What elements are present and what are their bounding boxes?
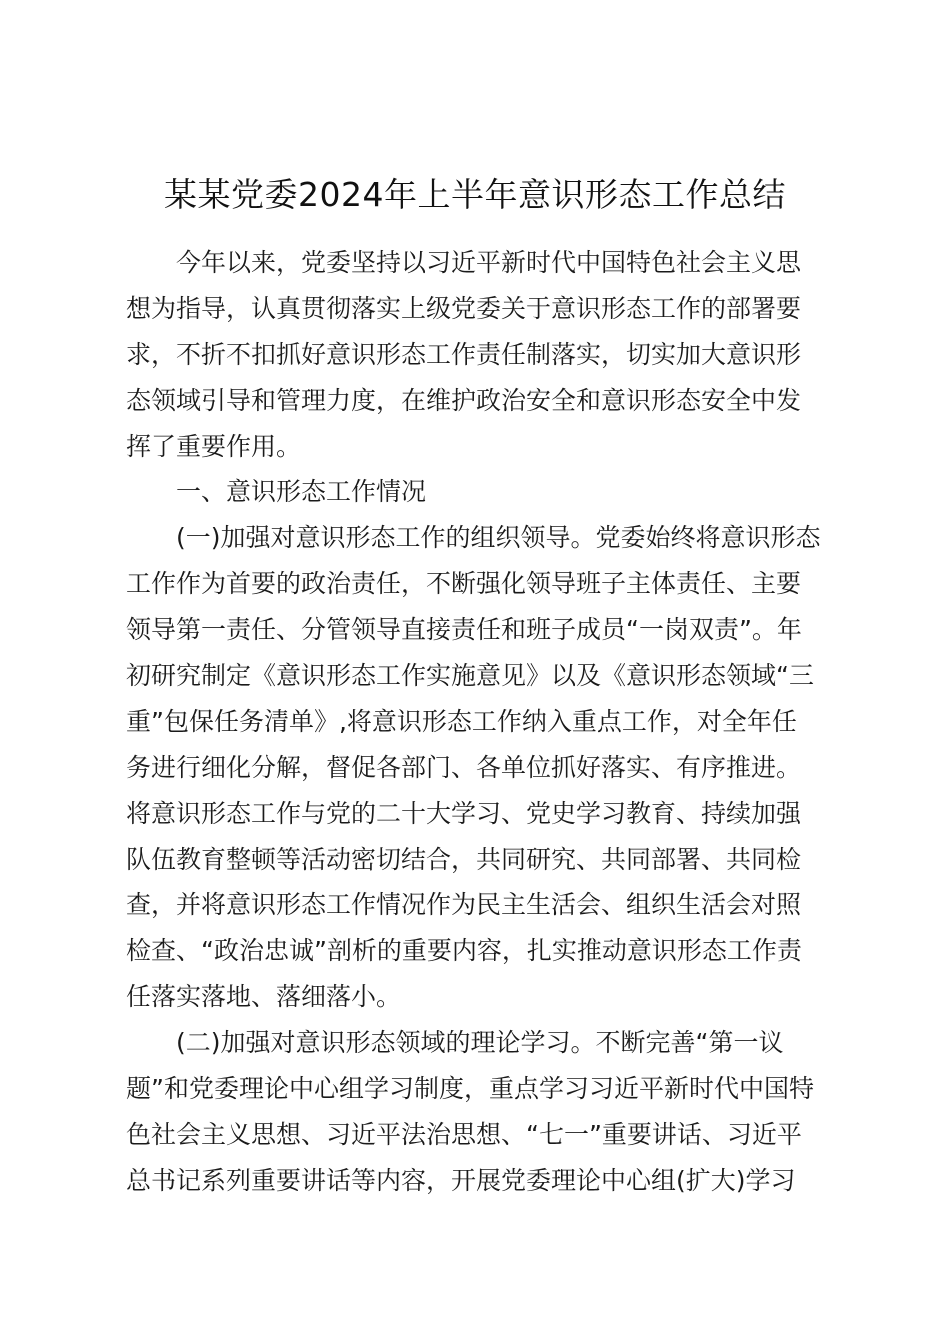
paragraph-line: 想为指导，认真贯彻落实上级党委关于意识形态工作的部署要: [126, 293, 802, 323]
paragraph-line: 题”和党委理论中心组学习制度，重点学习习近平新时代中国特: [126, 1074, 814, 1104]
paragraph-line: 领导第一责任、分管领导直接责任和班子成员“一岗双责”。年: [126, 615, 802, 645]
paragraph-line: 工作作为首要的政治责任，不断强化领导班子主体责任、主要: [126, 569, 802, 599]
paragraph-line: 初研究制定《意识形态工作实施意见》以及《意识形态领域“三: [126, 661, 814, 691]
section-heading: 一、意识形态工作情况: [176, 477, 427, 507]
paragraph-line: 求，不折不扣抓好意识形态工作责任制落实，切实加大意识形: [126, 339, 802, 369]
paragraph-line: (一)加强对意识形态工作的组织领导。党委始终将意识形态: [176, 523, 821, 553]
paragraph-line: 队伍教育整顿等活动密切结合，共同研究、共同部署、共同检: [126, 844, 802, 874]
paragraph-line: 务进行细化分解，督促各部门、各单位抓好落实、有序推进。: [126, 752, 802, 782]
paragraph-line: 重”包保任务清单》,将意识形态工作纳入重点工作，对全年任: [126, 706, 797, 736]
paragraph-line: (二)加强对意识形态领域的理论学习。不断完善“第一议: [176, 1028, 784, 1058]
document-title: 某某党委2024年上半年意识形态工作总结: [164, 175, 786, 214]
paragraph-line: 色社会主义思想、习近平法治思想、“七一”重要讲话、习近平: [126, 1119, 802, 1149]
document-body: [126, 240, 836, 1204]
paragraph-line: 查，并将意识形态工作情况作为民主生活会、组织生活会对照: [126, 890, 802, 920]
paragraph-line: 检查、“政治忠诚”剖析的重要内容，扎实推动意识形态工作责: [126, 936, 802, 966]
paragraph-line: 任落实落地、落细落小。: [126, 982, 402, 1012]
paragraph-line: 总书记系列重要讲话等内容，开展党委理论中心组(扩大)学习: [126, 1165, 796, 1195]
paragraph-line: 态领域引导和管理力度，在维护政治安全和意识形态安全中发: [126, 385, 802, 415]
paragraph-line: 今年以来，党委坚持以习近平新时代中国特色社会主义思: [176, 248, 802, 277]
paragraph-line: 将意识形态工作与党的二十大学习、党史学习教育、持续加强: [126, 798, 802, 828]
paragraph-line: 挥了重要作用。: [126, 431, 302, 461]
